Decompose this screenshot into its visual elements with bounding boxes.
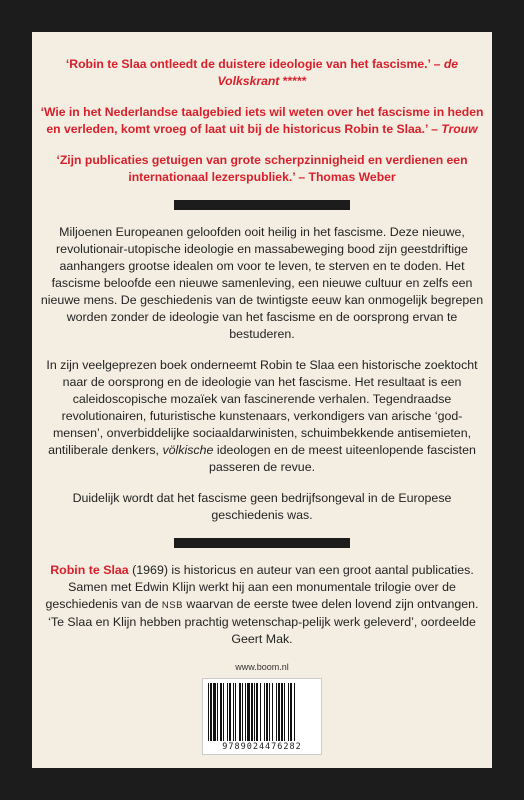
quote-dash: – — [427, 122, 442, 136]
author-name: Robin te Slaa — [50, 563, 129, 577]
back-cover-content — [40, 56, 484, 755]
author-bio — [40, 562, 484, 648]
quote-thomas-weber — [40, 152, 484, 186]
quote-trouw — [40, 104, 484, 138]
barcode-bar — [294, 683, 295, 741]
barcode-bar — [278, 683, 280, 741]
quote-dash: – — [430, 57, 444, 71]
isbn-barcode — [202, 678, 322, 755]
barcode-bar — [229, 683, 231, 741]
barcode-bar — [223, 683, 224, 741]
section-divider — [174, 200, 350, 210]
bio-text: waarvan de eerste twee delen lovend zijn ontvangen. ‘Te Slaa en Klijn hebben prachtig wetenschap-pelijk werk geleverd’, oordeelde Geert Mak. — [48, 597, 479, 646]
section-divider — [174, 538, 350, 548]
barcode-bar — [281, 683, 283, 741]
quote-volkskrant — [40, 56, 484, 90]
barcode-bar — [256, 683, 258, 741]
barcode-bar — [233, 683, 234, 741]
isbn-number: 9789024476282 — [222, 742, 302, 752]
barcode-bar — [210, 683, 212, 741]
barcode-bar — [213, 683, 216, 741]
barcode-bar — [227, 683, 228, 741]
barcode-bar — [220, 683, 222, 741]
quote-text: ‘Zijn publicaties getuigen van grote scherpzinnigheid en verdienen een internationaal lezerspubliek.’ — [56, 153, 468, 184]
barcode-bar — [264, 683, 265, 741]
quote-text: ‘Robin te Slaa ontleedt de duistere ideologie van het fascisme.’ — [65, 57, 431, 71]
nsb-abbreviation: NSB — [161, 600, 183, 611]
barcode-bar — [288, 683, 289, 741]
barcode-bar — [254, 683, 255, 741]
description-paragraph-2 — [40, 357, 484, 476]
barcode-bar — [208, 683, 209, 741]
barcode-bar — [290, 683, 292, 741]
barcode-bar — [276, 683, 277, 741]
quote-text: ‘Wie in het Nederlandse taalgebied iets wil weten over het fascisme in heden en verleden, komt vroeg of laat uit bij de historicus Robin te Slaa.’ — [40, 105, 484, 136]
description-paragraph-3: Duidelijk wordt dat het fascisme geen bedrijfsongeval in de Europese geschiedenis was. — [72, 491, 452, 522]
paragraph-text: ideologen en de meest uiteenlopende fascisten passeren de revue. — [208, 443, 476, 474]
quote-source: de Volkskrant — [217, 57, 459, 88]
barcode-bar — [272, 683, 273, 741]
description-paragraph-1: Miljoenen Europeanen geloofden ooit heilig in het fascisme. Deze nieuwe, revolutionair-utopische ideologie en massabeweging bood zijn geestdriftige aanhangers grootse idealen om voor te leven, te sterven en te doden. Het fascisme beloofde een nieuwe samenleving, een nieuwe cultuur en zelfs een nieuwe mens. De geschiedenis van de twintigste eeuw kan onmogelijk begrepen worden zonder de ideologie van het fascisme en de oorsprong ervan te bestuderen. — [40, 225, 484, 341]
publisher-url: www.boom.nl — [235, 662, 289, 672]
barcode-bar — [245, 683, 246, 741]
barcode-bar — [242, 683, 243, 741]
barcode-bar — [235, 683, 236, 741]
barcode-bar — [269, 683, 270, 741]
paragraph-emphasis: völkische — [162, 443, 214, 457]
barcode-bar — [266, 683, 268, 741]
barcode-bar — [251, 683, 253, 741]
quote-source: Trouw — [441, 122, 478, 136]
barcode-bar — [217, 683, 218, 741]
barcode-bar — [247, 683, 250, 741]
quote-dash: – — [294, 170, 309, 184]
bio-text: (1969) is historicus en auteur van een groot aantal publicaties. Samen met Edwin Klijn werkt hij aan een monumentale trilogie over de geschiedenis van de — [45, 563, 474, 611]
barcode-bar — [284, 683, 285, 741]
barcode-bar — [239, 683, 241, 741]
barcode-icon — [207, 683, 319, 741]
quote-source: Thomas Weber — [308, 170, 396, 184]
paragraph-text: In zijn veelgeprezen boek onderneemt Robin te Slaa een historische zoektocht naar de oorsprong en de ideologie van het fascisme. Het resultaat is een caleidoscopische mozaïek van fascinerende verhalen. Tegendraadse revolutionairen, futuristische kunstenaars, verkondigers van arische ‘god-mensen’, onverbiddelijke sociaaldarwinisten, schuimbekkende antisemieten, antiliberale denkers, — [46, 358, 478, 457]
quote-rating: ***** — [279, 74, 307, 88]
barcode-bar — [260, 683, 261, 741]
